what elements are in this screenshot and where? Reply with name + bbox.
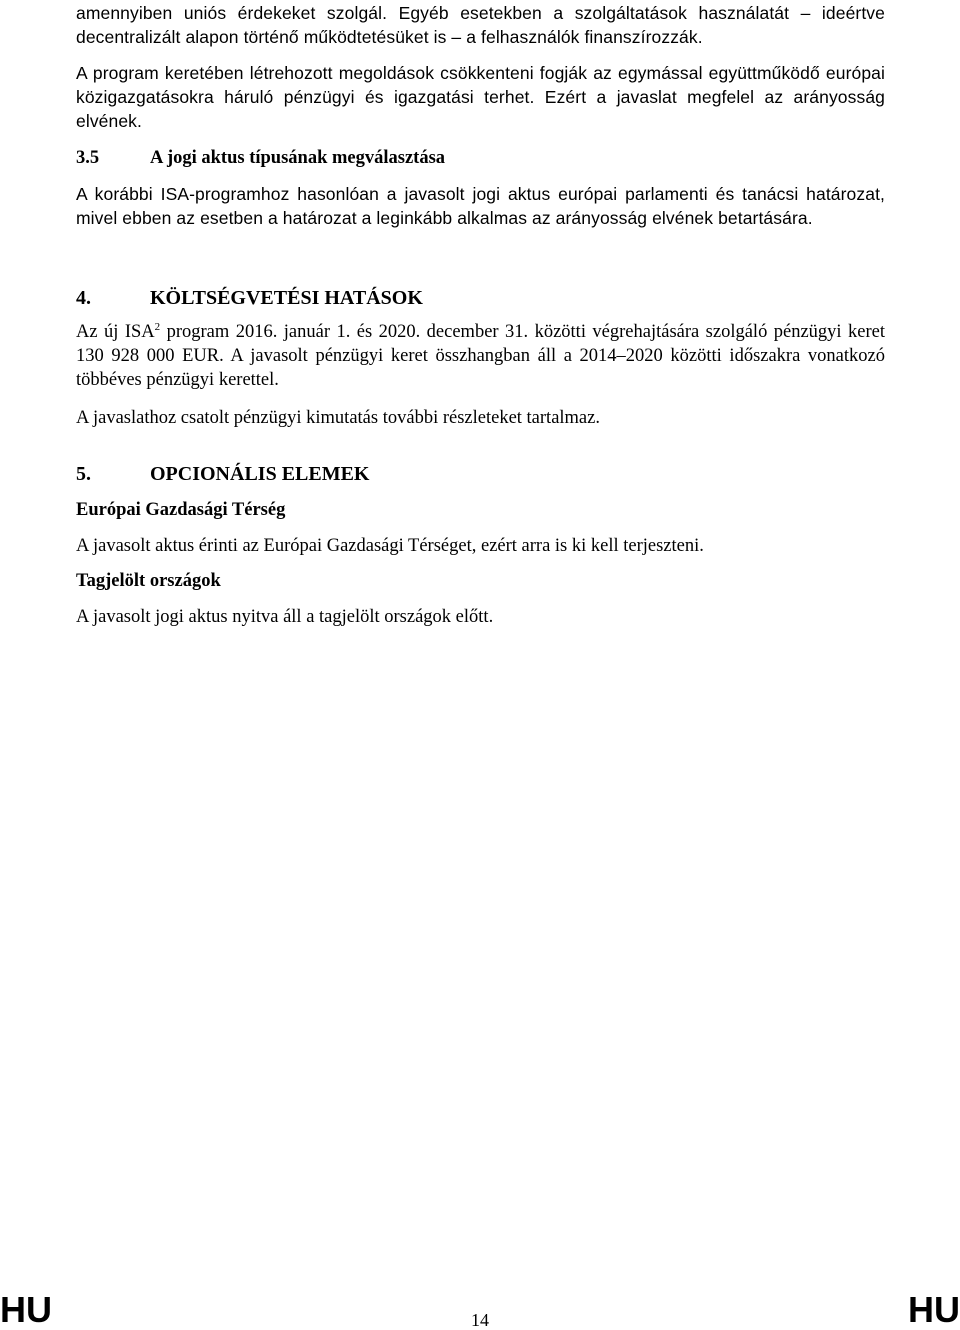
candidate-countries-subheading: Tagjelölt országok	[76, 571, 221, 591]
intro-paragraph-2: A program keretében létrehozott megoldások csökkenteni fogják az egymással együttműködő európai közigazgatásokra háruló pénzügyi és igazgatási terhet. Ezért a javaslat megfelel az arányosság elvének.	[76, 63, 885, 131]
intro-paragraph-1: amennyiben uniós érdekeket szolgál. Egyéb esetekben a szolgáltatások használatát – ideértve decentralizált alapon történő működtetésüket is – a felhasználók finanszírozzák.	[76, 3, 885, 47]
section-4-p1-start: Az új ISA	[76, 322, 155, 342]
section-3-5-heading	[76, 146, 885, 170]
section-4-number: 4.	[76, 287, 91, 309]
section-5-title: OPCIONÁLIS ELEMEK	[150, 463, 370, 485]
section-4-paragraph-1	[76, 320, 885, 392]
section-3-5-body: A korábbi ISA-programhoz hasonlóan a javasolt jogi aktus európai parlamenti és tanácsi határozat, mivel ebben az esetben a határozat a leginkább alkalmas az arányosság elvének betartására.	[76, 184, 885, 228]
section-3-5-title: A jogi aktus típusának megválasztása	[150, 148, 446, 168]
section-5-number: 5.	[76, 463, 91, 485]
section-4-paragraph-2: A javaslathoz csatolt pénzügyi kimutatás további részleteket tartalmaz.	[76, 408, 600, 428]
footer-language-left: HU	[0, 1289, 52, 1330]
candidate-countries-body: A javasolt jogi aktus nyitva áll a tagjelölt országok előtt.	[76, 607, 494, 627]
section-4-title: KÖLTSÉGVETÉSI HATÁSOK	[150, 287, 423, 309]
footer-language-right: HU	[908, 1289, 960, 1330]
section-4-heading	[76, 286, 885, 310]
eea-subheading: Európai Gazdasági Térség	[76, 500, 286, 520]
section-5-heading	[76, 462, 885, 486]
page-number: 14	[471, 1310, 489, 1330]
section-4-p1-rest: program 2016. január 1. és 2020. december 31. közötti végrehajtására szolgáló pénzügyi keret 130 928 000 EUR. A javasolt pénzügyi keret összhangban áll a 2014–2020 közötti időszakra vonatkozó többéves pénzügyi kerettel.	[76, 322, 885, 390]
footnote-reference[interactable]: 2	[154, 320, 161, 333]
eea-body: A javasolt aktus érinti az Európai Gazdasági Térséget, ezért arra is ki kell terjeszteni.	[76, 536, 704, 556]
section-3-5-number: 3.5	[76, 148, 100, 168]
